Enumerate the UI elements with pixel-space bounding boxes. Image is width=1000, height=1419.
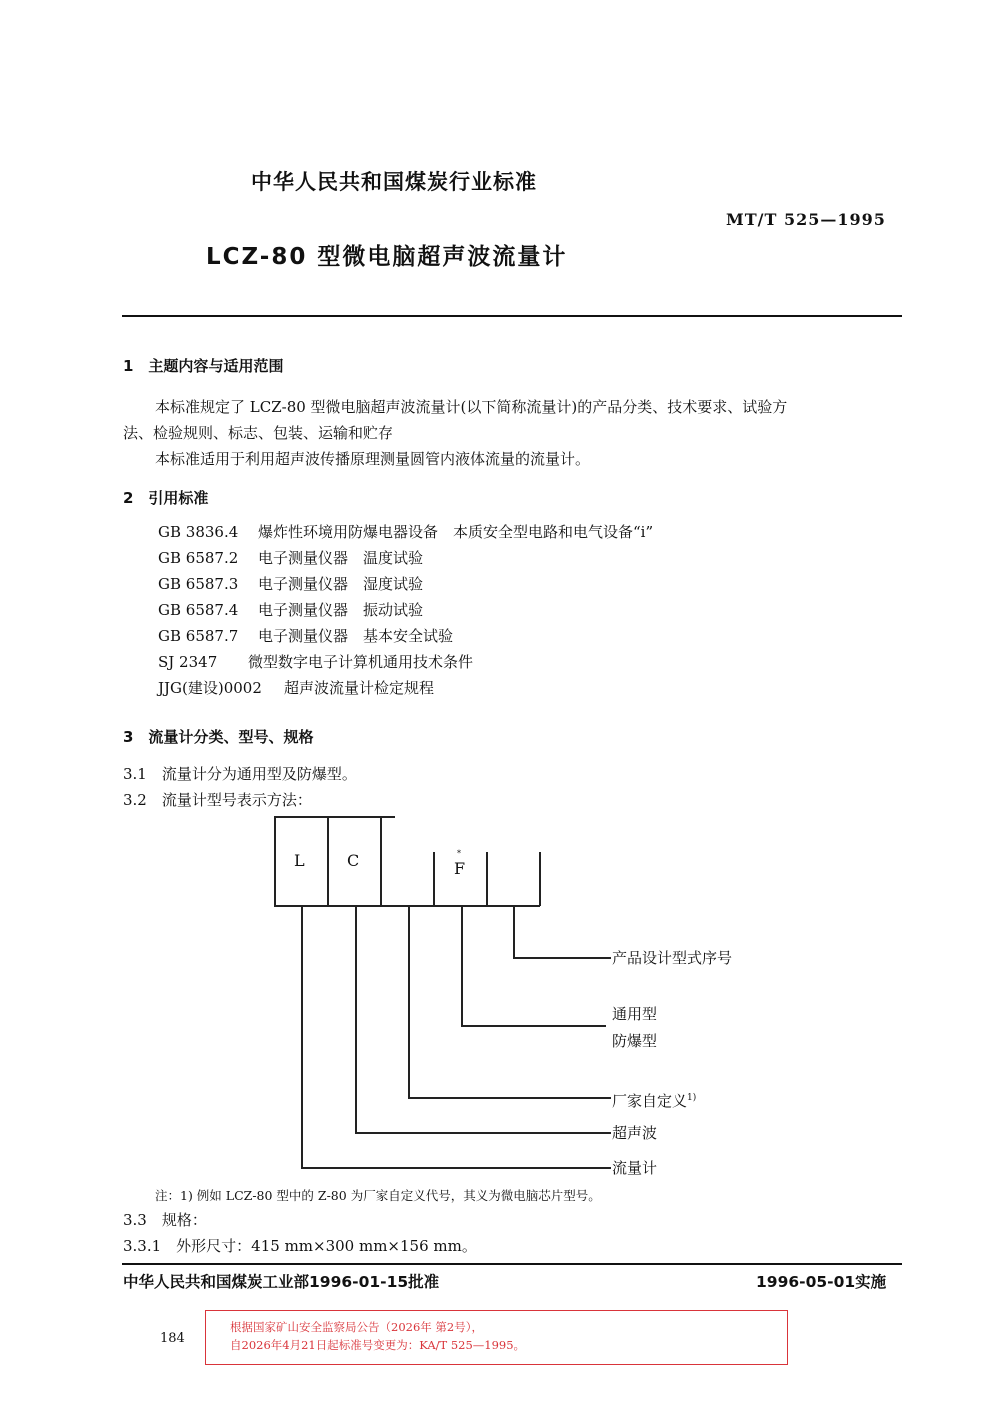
- reference-code: GB 6587.7: [158, 627, 239, 645]
- section-1-para-2: 本标准适用于利用超声波传播原理测量圆管内液体流量的流量计。: [155, 450, 591, 468]
- reference-code: GB 3836.4: [158, 523, 239, 541]
- document-title: LCZ-80 型微电脑超声波流量计: [206, 244, 568, 270]
- box-letter-f: F: [454, 859, 466, 878]
- notice-line-1: 根据国家矿山安全监察局公告（2026年 第2号），: [230, 1320, 483, 1334]
- reference-title: 爆炸性环境用防爆电器设备 本质安全型电路和电气设备“i”: [258, 523, 654, 541]
- footnote-marker: 1): [687, 1093, 697, 1103]
- standard-change-notice: [205, 1310, 788, 1365]
- section-1-para-1-line-2: 法、检验规则、标志、包装、运输和贮存: [123, 424, 394, 442]
- reference-title: 超声波流量计检定规程: [284, 679, 435, 697]
- reference-title: 微型数字电子计算机通用技术条件: [248, 653, 474, 671]
- reference-title: 电子测量仪器 湿度试验: [258, 575, 424, 593]
- label-design-sequence: 产品设计型式序号: [612, 949, 733, 967]
- diagram-top-line: [274, 816, 395, 818]
- label-general-type: 通用型: [612, 1005, 658, 1023]
- reference-item: [158, 625, 653, 651]
- leader-line: [301, 1167, 611, 1169]
- leader-line: [301, 906, 303, 1168]
- reference-code: GB 6587.4: [158, 601, 239, 619]
- reference-item: [158, 599, 653, 625]
- reference-title: 电子测量仪器 基本安全试验: [258, 627, 454, 645]
- page-number: 184: [160, 1331, 185, 1346]
- approval-text: 中华人民共和国煤炭工业部1996-01-15批准: [123, 1273, 440, 1291]
- box-mark-asterisk: *: [457, 849, 461, 858]
- reference-code: SJ 2347: [158, 653, 218, 671]
- notice-line-2: 自2026年4月21日起标准号变更为：KA/T 525—1995。: [230, 1338, 526, 1352]
- label-manufacturer-defined-text: 厂家自定义: [612, 1092, 688, 1110]
- leader-line: [408, 906, 410, 1098]
- reference-item: [158, 677, 653, 703]
- box-divider: [433, 852, 435, 906]
- reference-title: 电子测量仪器 温度试验: [258, 549, 424, 567]
- header-rule: [122, 315, 902, 317]
- leader-line: [513, 957, 611, 959]
- reference-code: GB 6587.3: [158, 575, 239, 593]
- label-manufacturer-defined: [612, 1085, 696, 1114]
- reference-item: [158, 651, 653, 677]
- reference-code: GB 6587.2: [158, 549, 239, 567]
- reference-item: [158, 521, 653, 547]
- section-1-para-1-line-1: 本标准规定了 LCZ-80 型微电脑超声波流量计(以下简称流量计)的产品分类、技术要求、试验方: [155, 398, 788, 416]
- reference-list: [158, 521, 653, 703]
- box-letter-c: C: [347, 851, 360, 870]
- box-divider: [380, 816, 382, 906]
- section-3-1: 3.1 流量计分为通用型及防爆型。: [123, 765, 357, 783]
- section-3-2: 3.2 流量计型号表示方法：: [123, 791, 312, 809]
- reference-item: [158, 547, 653, 573]
- section-3-3: 3.3 规格：: [123, 1211, 207, 1229]
- effective-date: 1996-05-01实施: [756, 1273, 887, 1291]
- leader-line: [461, 1025, 606, 1027]
- reference-code: JJG(建设)0002: [158, 679, 262, 697]
- box-letter-l: L: [294, 851, 305, 870]
- leader-line: [513, 906, 515, 958]
- box-divider: [486, 852, 488, 906]
- reference-item: [158, 573, 653, 599]
- leader-line: [355, 906, 357, 1133]
- reference-title: 电子测量仪器 振动试验: [258, 601, 424, 619]
- section-1-heading: 1 主题内容与适用范围: [123, 357, 284, 375]
- standard-number: MT/T 525—1995: [726, 210, 886, 229]
- section-3-3-1: 3.3.1 外形尺寸：415 mm×300 mm×156 mm。: [123, 1237, 477, 1255]
- leader-line: [355, 1132, 611, 1134]
- section-2-heading: 2 引用标准: [123, 489, 209, 507]
- diagram-note: 注：1) 例如 LCZ-80 型中的 Z-80 为厂家自定义代号，其义为微电脑芯片型号。: [155, 1188, 601, 1203]
- label-explosion-proof-type: 防爆型: [612, 1032, 658, 1050]
- org-title: 中华人民共和国煤炭行业标准: [251, 170, 537, 194]
- label-flowmeter: 流量计: [612, 1159, 658, 1177]
- box-divider: [327, 816, 329, 906]
- box-divider: [539, 852, 541, 906]
- leader-line: [408, 1097, 611, 1099]
- label-ultrasonic: 超声波: [612, 1124, 658, 1142]
- diagram-bottom-line: [274, 905, 540, 907]
- leader-line: [461, 906, 463, 1026]
- footer-rule: [122, 1263, 902, 1265]
- section-3-heading: 3 流量计分类、型号、规格: [123, 728, 314, 746]
- box-divider: [274, 816, 276, 906]
